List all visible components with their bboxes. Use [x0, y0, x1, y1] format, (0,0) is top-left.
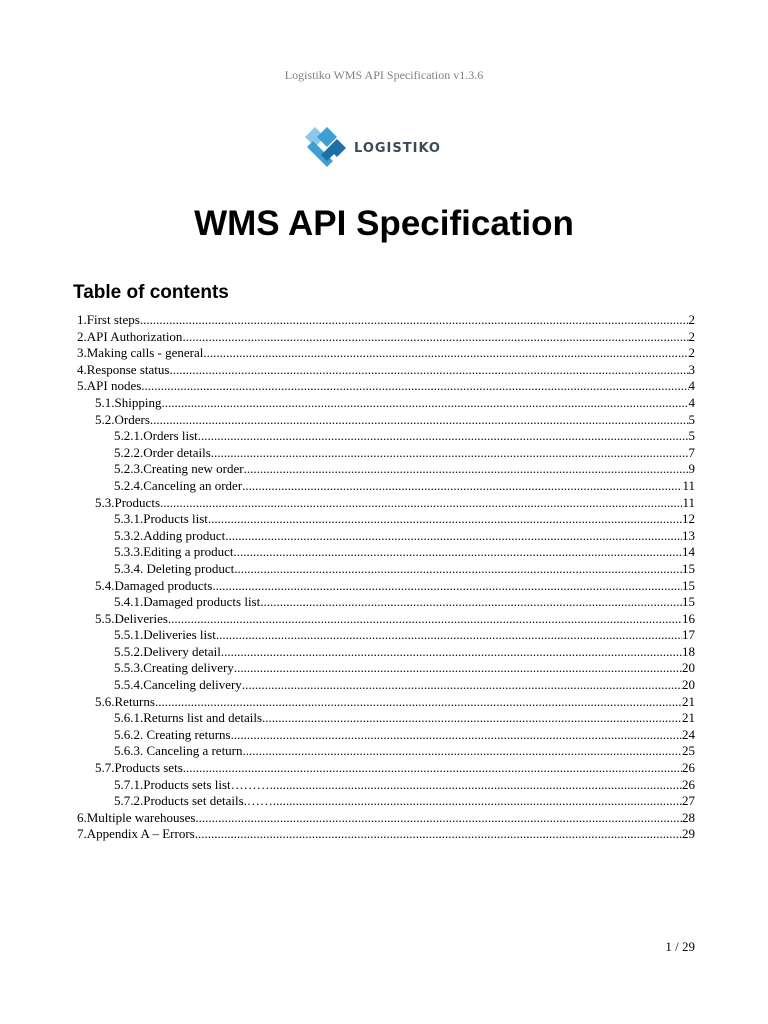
toc-dot-leader [242, 478, 682, 495]
toc-dot-leader [262, 710, 682, 727]
toc-entry[interactable] [77, 644, 695, 661]
toc-entry-label: 5.5.1.Deliveries list [114, 627, 216, 643]
toc-entry-label: 5.7.1.Products sets list……… [114, 776, 270, 792]
toc-entry-label: 5.2.2.Order details [114, 444, 211, 460]
toc-entry-page: 15 [682, 594, 695, 610]
toc-entry-page: 13 [682, 527, 695, 543]
toc-entry-page: 7 [688, 444, 695, 460]
toc-entry[interactable] [77, 495, 695, 512]
toc-entry[interactable] [77, 329, 695, 346]
toc-dot-leader [150, 412, 689, 429]
toc-entry-page: 18 [682, 643, 695, 659]
toc-heading: Table of contents [73, 282, 229, 303]
toc-entry-label: 5.API nodes [77, 378, 142, 394]
toc-entry-page: 16 [682, 610, 695, 626]
toc-entry-label: 5.3.Products [95, 494, 160, 510]
page-number: 1 / 29 [665, 939, 695, 954]
toc-entry-label: 3.Making calls - general [77, 345, 204, 361]
toc-entry-label: 5.5.4.Canceling delivery [114, 677, 242, 693]
toc-entry-label: 5.1.Shipping [95, 394, 162, 410]
toc-entry-label: 5.3.1.Products list [114, 511, 208, 527]
toc-dot-leader [234, 544, 682, 561]
toc-dot-leader [195, 826, 682, 843]
toc-entry[interactable] [77, 345, 695, 362]
toc-entry-page: 4 [688, 378, 695, 394]
toc-entry-page: 15 [682, 577, 695, 593]
toc-entry-page: 2 [688, 345, 695, 361]
toc-dot-leader [140, 312, 689, 329]
toc-entry-page: 4 [688, 394, 695, 410]
toc-entry[interactable] [77, 611, 695, 628]
toc-entry-page: 11 [682, 494, 695, 510]
toc-entry[interactable] [77, 710, 695, 727]
toc-entry-label: 5.7.2.Products set details.…… [114, 793, 273, 809]
toc-entry[interactable] [77, 378, 695, 395]
logistiko-logo-icon [303, 125, 347, 171]
toc-entry-label: 5.2.1.Orders list [114, 428, 198, 444]
toc-entry-label: 1.First steps [77, 312, 140, 327]
toc-dot-leader [273, 793, 682, 810]
toc-entry-label: 5.4.1.Damaged products list [114, 594, 261, 610]
toc-entry-label: 5.2.3.Creating new order [114, 461, 244, 477]
toc-entry[interactable] [77, 826, 695, 843]
toc-dot-leader [225, 528, 682, 545]
company-logo [303, 124, 441, 172]
toc-dot-leader [212, 578, 682, 595]
toc-entry[interactable] [77, 312, 695, 329]
toc-entry-label: 5.2.4.Canceling an order [114, 477, 243, 493]
toc-entry-label: 5.7.Products sets [95, 760, 183, 776]
toc-entry-label: 6.Multiple warehouses [77, 809, 196, 825]
toc-entry[interactable] [77, 362, 695, 379]
toc-dot-leader [160, 495, 682, 512]
toc-dot-leader [244, 461, 689, 478]
toc-entry[interactable] [77, 412, 695, 429]
toc-entry[interactable] [77, 544, 695, 561]
toc-entry-label: 5.3.3.Editing a product [114, 544, 234, 560]
toc-entry-label: 5.2.Orders [95, 411, 150, 427]
toc-entry[interactable] [77, 793, 695, 810]
toc-dot-leader [161, 395, 688, 412]
toc-entry-page: 12 [682, 511, 695, 527]
toc-entry-label: 5.5.2.Delivery detail [114, 643, 221, 659]
toc-entry[interactable] [77, 395, 695, 412]
toc-dot-leader [169, 362, 688, 379]
toc-entry-page: 5 [688, 411, 695, 427]
toc-entry-page: 2 [688, 312, 695, 327]
toc-entry-label: 5.4.Damaged products [95, 577, 213, 593]
toc-entry[interactable] [77, 594, 695, 611]
toc-entry[interactable] [77, 660, 695, 677]
toc-dot-leader [234, 660, 682, 677]
toc-entry[interactable] [77, 727, 695, 744]
toc-entry-label: 7.Appendix A – Errors [77, 826, 195, 842]
toc-entry-label: 5.3.2.Adding product [114, 527, 226, 543]
toc-entry[interactable] [77, 428, 695, 445]
toc-entry-page: 11 [682, 477, 695, 493]
toc-entry-page: 17 [682, 627, 695, 643]
toc-entry[interactable] [77, 677, 695, 694]
toc-entry-label: 5.6.1.Returns list and details [114, 710, 263, 726]
toc-dot-leader [231, 727, 682, 744]
toc-dot-leader [195, 810, 682, 827]
toc-entry-label: 2.API Authorization [77, 328, 183, 344]
toc-entry-label: 5.6.2. Creating returns [114, 726, 231, 742]
toc-entry-page: 20 [682, 677, 695, 693]
toc-entry-page: 3 [688, 361, 695, 377]
toc-entry[interactable] [77, 511, 695, 528]
toc-dot-leader [208, 511, 682, 528]
toc-dot-leader [141, 378, 688, 395]
toc-entry[interactable] [77, 627, 695, 644]
toc-dot-leader [243, 743, 682, 760]
toc-entry-page: 27 [682, 793, 695, 809]
toc-entry[interactable] [77, 478, 695, 495]
toc-entry-page: 2 [688, 328, 695, 344]
toc-entry-page: 26 [682, 776, 695, 792]
toc-dot-leader [183, 760, 682, 777]
toc-dot-leader [198, 428, 689, 445]
toc-entry[interactable] [77, 694, 695, 711]
toc-entry-page: 29 [682, 826, 695, 842]
toc-entry-page: 21 [682, 710, 695, 726]
toc-dot-leader [270, 777, 682, 794]
toc-dot-leader [203, 345, 688, 362]
toc-entry-label: 5.3.4. Deleting product [114, 560, 235, 576]
toc-entry-page: 26 [682, 760, 695, 776]
toc-entry-page: 20 [682, 660, 695, 676]
toc-entry[interactable] [77, 561, 695, 578]
toc-entry[interactable] [77, 760, 695, 777]
toc-dot-leader [260, 594, 682, 611]
toc-entry-label: 5.5.Deliveries [95, 610, 168, 626]
toc-entry[interactable] [77, 445, 695, 462]
toc-dot-leader [216, 627, 682, 644]
toc-entry-page: 15 [682, 560, 695, 576]
toc-entry-label: 5.6.3. Canceling a return [114, 743, 243, 759]
toc-dot-leader [211, 445, 689, 462]
toc-entry-page: 24 [682, 726, 695, 742]
toc-dot-leader [182, 329, 688, 346]
toc-entry-page: 14 [682, 544, 695, 560]
toc-entry-label: 5.6.Returns [95, 693, 155, 709]
toc-entry-page: 25 [682, 743, 695, 759]
toc-dot-leader [155, 694, 682, 711]
toc-entry-page: 28 [682, 809, 695, 825]
table-of-contents [77, 312, 695, 843]
toc-entry-page: 21 [682, 693, 695, 709]
toc-entry[interactable] [77, 578, 695, 595]
toc-dot-leader [234, 561, 682, 578]
toc-entry[interactable] [77, 810, 695, 827]
toc-entry-label: 5.5.3.Creating delivery [114, 660, 234, 676]
toc-entry[interactable] [77, 528, 695, 545]
toc-entry-page: 5 [688, 428, 695, 444]
toc-entry-page: 9 [688, 461, 695, 477]
toc-dot-leader [221, 644, 682, 661]
document-title: WMS API Specification [194, 204, 574, 243]
toc-entry[interactable] [77, 743, 695, 760]
toc-dot-leader [168, 611, 682, 628]
toc-entry[interactable] [77, 777, 695, 794]
logo-wordmark: LOGISTIKO [354, 140, 441, 156]
toc-dot-leader [242, 677, 682, 694]
running-header: Logistiko WMS API Specification v1.3.6 [284, 68, 484, 82]
toc-entry[interactable] [77, 461, 695, 478]
toc-entry-label: 4.Response status [77, 361, 170, 377]
